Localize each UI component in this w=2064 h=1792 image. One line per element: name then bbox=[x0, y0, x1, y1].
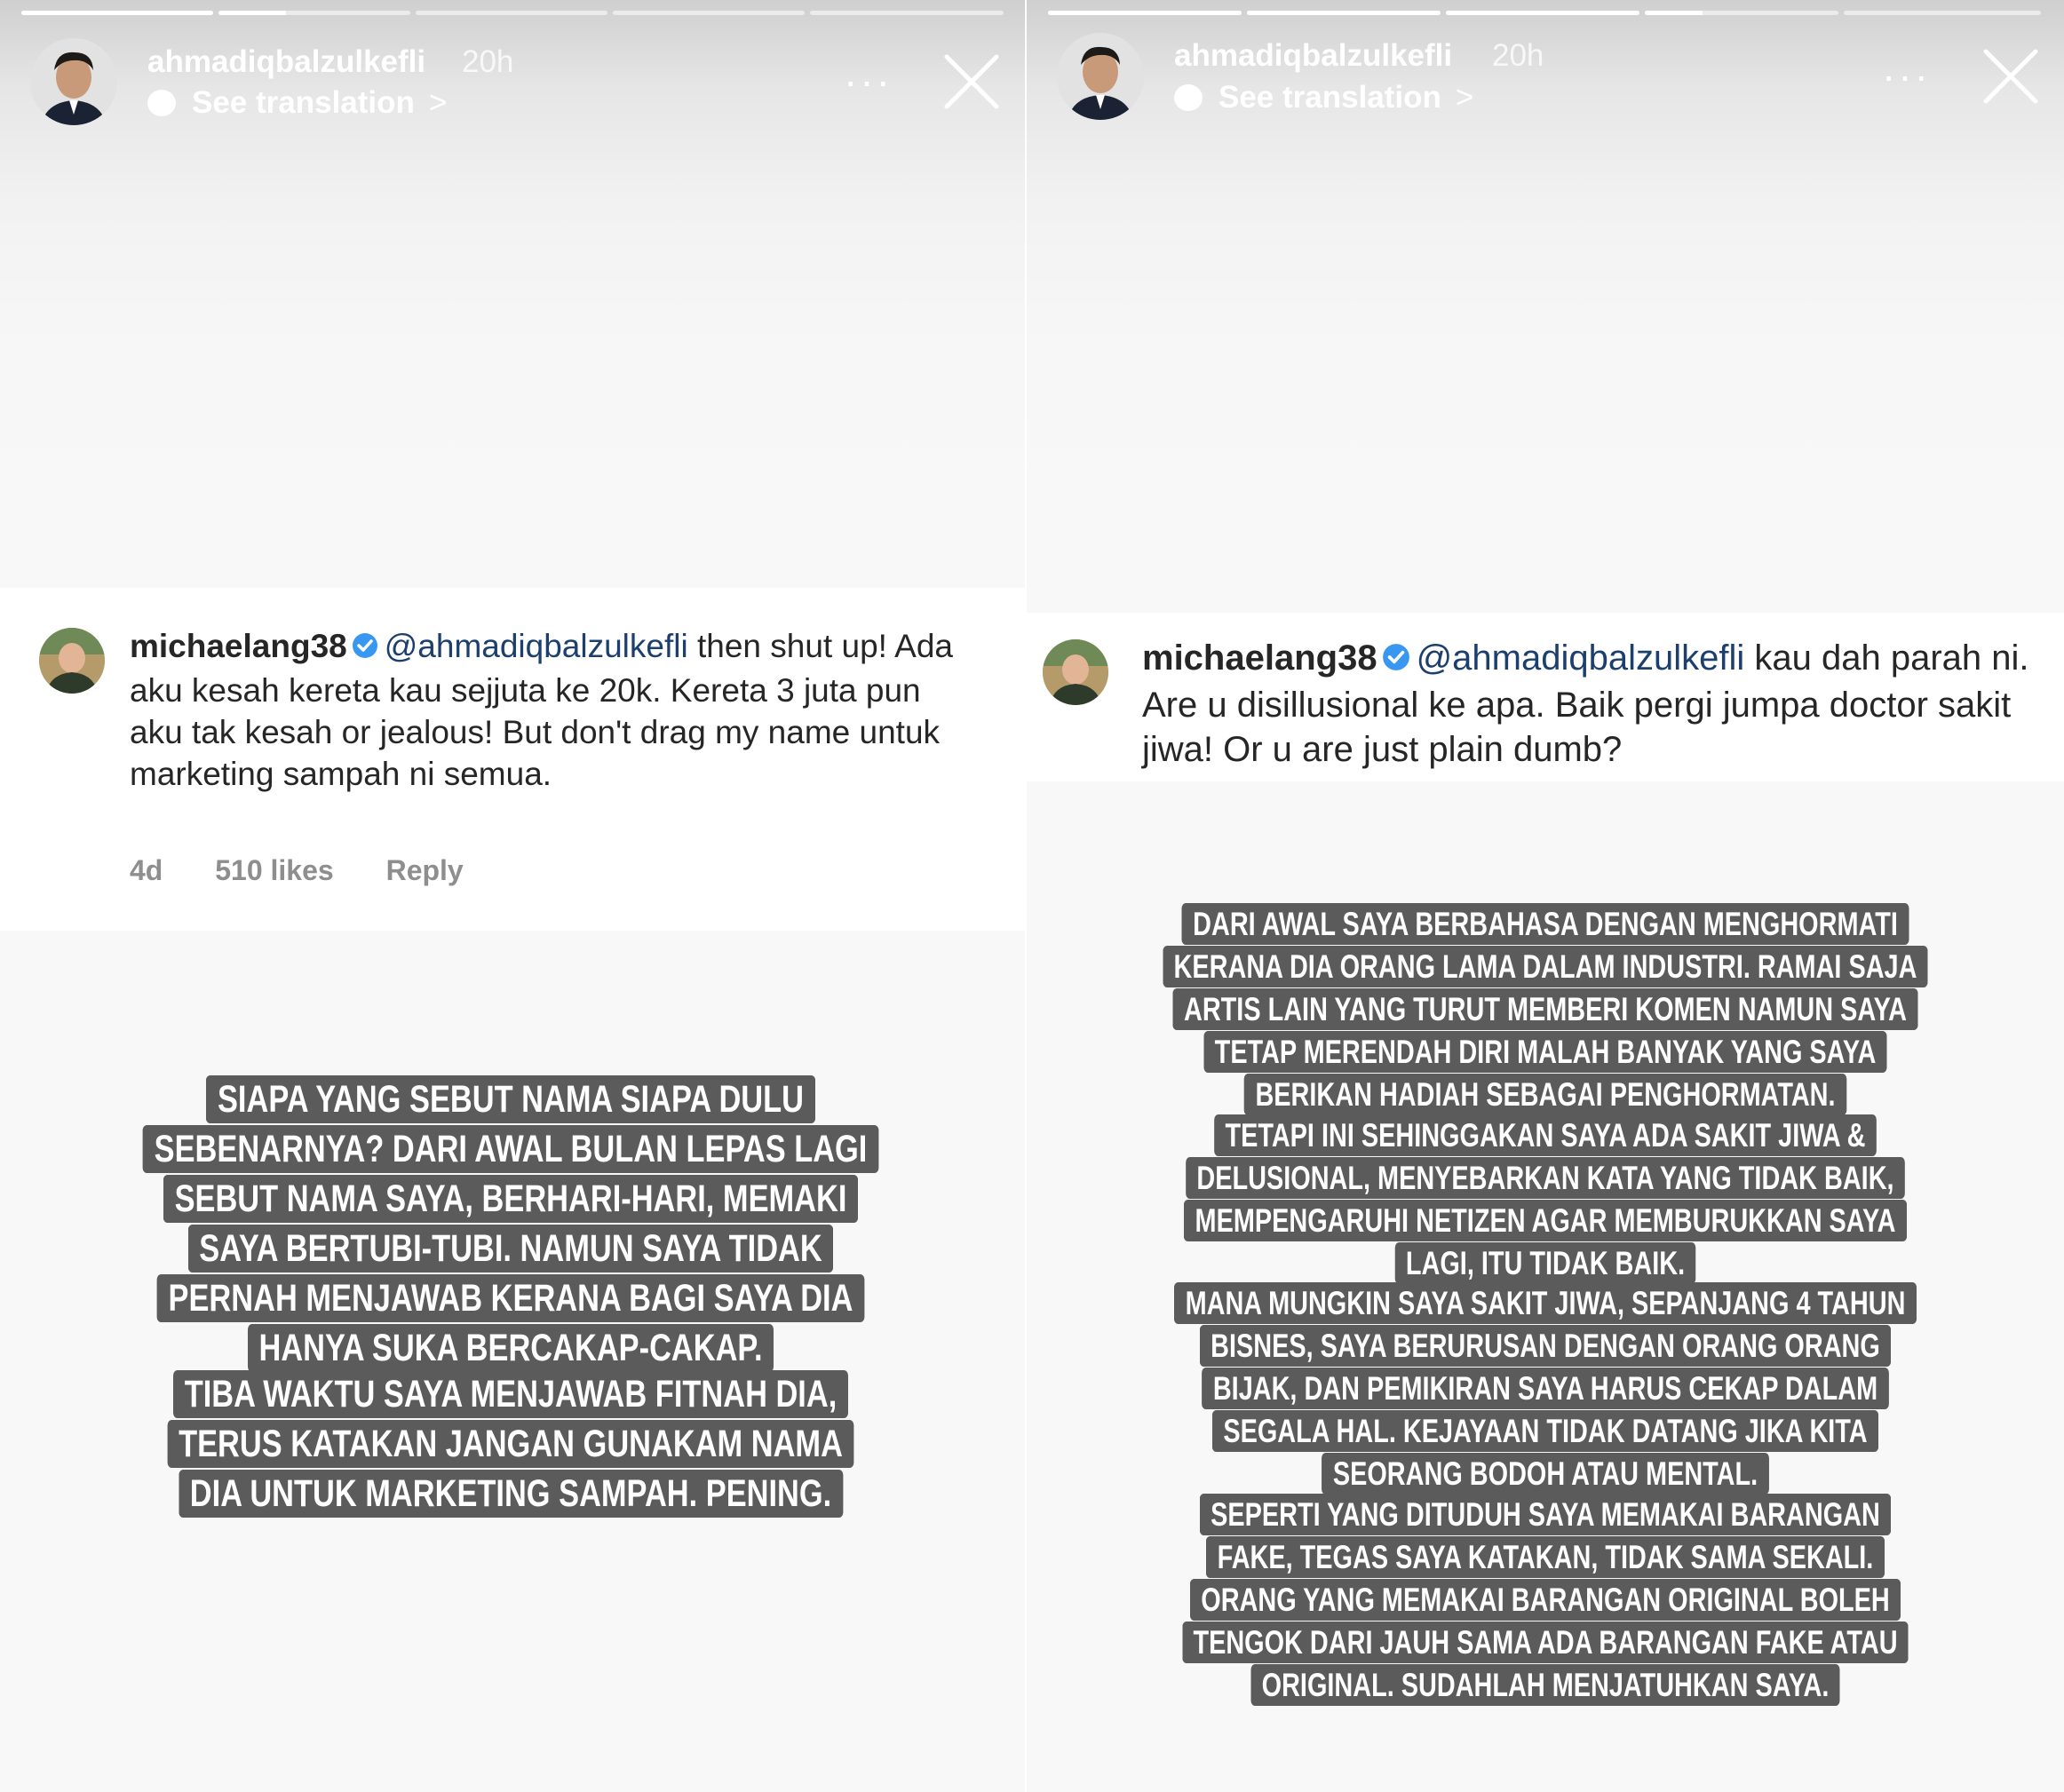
comment-meta bbox=[130, 854, 508, 887]
story-author-avatar[interactable] bbox=[1057, 33, 1144, 120]
progress-segment bbox=[21, 11, 213, 15]
see-translation-label: See translation bbox=[1219, 80, 1441, 115]
story-caption bbox=[131, 1074, 891, 1373]
story-author-avatar[interactable] bbox=[30, 38, 117, 125]
story-caption bbox=[1184, 1114, 1907, 1285]
progress-segment bbox=[613, 11, 805, 15]
story-author-username[interactable]: ahmadiqbalzulkefli bbox=[147, 44, 426, 79]
comment-text bbox=[1142, 636, 2039, 772]
translate-bubble-icon bbox=[1174, 84, 1203, 111]
see-translation-button[interactable] bbox=[147, 85, 447, 121]
commenter-username[interactable]: michaelang38 bbox=[130, 628, 347, 664]
chevron-right-icon: > bbox=[428, 85, 448, 120]
commenter-avatar[interactable] bbox=[39, 628, 105, 694]
more-options-icon[interactable]: ··· bbox=[1882, 52, 1931, 99]
comment-likes[interactable]: 510 likes bbox=[215, 854, 334, 886]
commenter-avatar[interactable] bbox=[1043, 639, 1108, 705]
verified-badge-icon bbox=[1381, 638, 1411, 683]
close-icon[interactable] bbox=[1982, 48, 2039, 105]
story-caption bbox=[1155, 903, 1936, 1116]
progress-segment bbox=[218, 11, 410, 15]
caption-text: TETAPI INI SEHINGGAKAN SAYA ADA SAKIT JIWA & DELUSIONAL, MENYEBARKAN KATA YANG TIDAK BAIK, MEMPENGARUHI NETIZEN AGAR MEMBURUKKAN SAYA LAGI, ITU TIDAK BAIK. bbox=[1184, 1114, 1907, 1284]
close-icon[interactable] bbox=[943, 53, 1000, 110]
story-panel-right bbox=[1027, 0, 2064, 1792]
story-timestamp: 20h bbox=[1492, 38, 1544, 73]
progress-segment bbox=[416, 11, 607, 15]
commenter-username[interactable]: michaelang38 bbox=[1142, 638, 1377, 678]
translate-bubble-icon bbox=[147, 90, 176, 116]
verified-badge-icon bbox=[351, 628, 379, 670]
story-panel-left bbox=[0, 0, 1025, 1792]
comment-body: then shut up! Ada aku kesah kereta kau sejjuta ke 20k. Kereta 3 juta pun aku tak kesah or jealous! But don't drag my name untuk marketing sampah ni semua. bbox=[130, 628, 953, 792]
see-translation-label: See translation bbox=[192, 85, 415, 120]
comment-body: kau dah parah ni. Are u disillusional ke apa. Baik pergi jumpa doctor sakit jiwa! Or u are just plain dumb? bbox=[1142, 638, 2029, 769]
progress-segment bbox=[1048, 11, 1242, 15]
comment-card bbox=[1027, 613, 2064, 781]
caption-text: MANA MUNGKIN SAYA SAKIT JIWA, SEPANJANG 4 TAHUN BISNES, SAYA BERURUSAN DENGAN ORANG ORANG BIJAK, DAN PEMIKIRAN SAYA HARUS CEKAP DALAM SEGALA HAL. KEJAYAAN TIDAK DATANG JIKA KITA SEORANG BODOH ATAU MENTAL. bbox=[1174, 1282, 1917, 1495]
comment-mention[interactable]: @ahmadiqbalzulkefli bbox=[1416, 638, 1745, 678]
comment-reply-button[interactable]: Reply bbox=[385, 854, 464, 886]
comment-card bbox=[0, 588, 1025, 931]
comment-text bbox=[130, 625, 956, 795]
story-timestamp: 20h bbox=[462, 44, 514, 79]
chevron-right-icon: > bbox=[1455, 80, 1474, 115]
caption-text: SEPERTI YANG DITUDUH SAYA MEMAKAI BARANGAN FAKE, TEGAS SAYA KATAKAN, TIDAK SAMA SEKALI. ORANG YANG MEMAKAI BARANGAN ORIGINAL BOLEH TENGOK DARI JAUH SAMA ADA BARANGAN FAKE ATAU ORIGINAL. SUDAHLAH MENJATUHKAN SAYA. bbox=[1182, 1494, 1909, 1706]
story-caption bbox=[1169, 1282, 1923, 1495]
caption-text: SIAPA YANG SEBUT NAMA SIAPA DULU SEBENARNYA? DARI AWAL BULAN LEPAS LAGI SEBUT NAMA SAYA, BERHARI-HARI, MEMAKI SAYA BERTUBI-TUBI. NAMUN SAYA TIDAK PERNAH MENJAWAB KERANA BAGI SAYA DIA HANYA SUKA BERCAKAP-CAKAP. bbox=[143, 1075, 878, 1372]
story-author-username[interactable]: ahmadiqbalzulkefli bbox=[1174, 38, 1453, 73]
progress-segment bbox=[1247, 11, 1441, 15]
comment-age: 4d bbox=[130, 854, 163, 886]
comment-mention[interactable]: @ahmadiqbalzulkefli bbox=[384, 628, 688, 664]
more-options-icon[interactable]: ··· bbox=[844, 58, 893, 104]
progress-segment bbox=[1645, 11, 1838, 15]
progress-segment bbox=[810, 11, 1004, 15]
progress-segment bbox=[1844, 11, 2041, 15]
progress-segment bbox=[1446, 11, 1639, 15]
caption-text: TIBA WAKTU SAYA MENJAWAB FITNAH DIA, TERUS KATAKAN JANGAN GUNAKAM NAMA DIA UNTUK MARKETING SAMPAH. PENING. bbox=[167, 1370, 853, 1518]
story-caption bbox=[166, 1369, 855, 1518]
story-caption bbox=[1169, 1494, 1923, 1707]
see-translation-button[interactable] bbox=[1174, 80, 1473, 115]
caption-text: DARI AWAL SAYA BERBAHASA DENGAN MENGHORMATI KERANA DIA ORANG LAMA DALAM INDUSTRI. RAMAI SAJA ARTIS LAIN YANG TURUT MEMBERI KOMEN NAMUN SAYA TETAP MERENDAH DIRI MALAH BANYAK YANG SAYA BERIKAN HADIAH SEBAGAI PENGHORMATAN. bbox=[1163, 903, 1928, 1115]
